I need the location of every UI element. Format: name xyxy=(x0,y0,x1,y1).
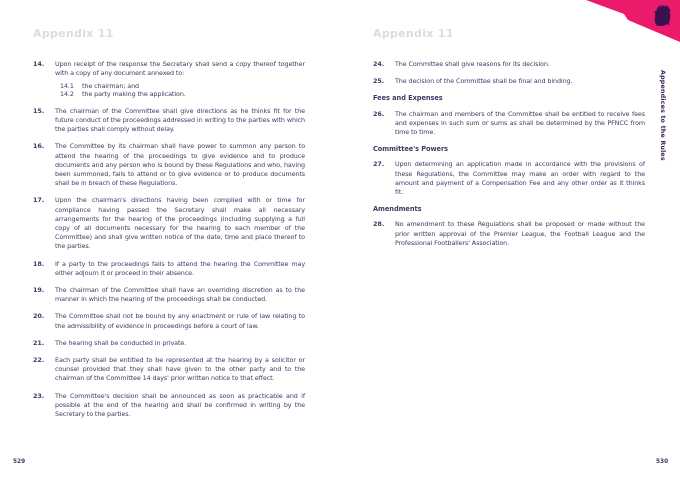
clause-number: 14.1 xyxy=(60,82,74,91)
clause-text: The chairman of the Committee shall have an overriding discretion as to the manner in which the hearing of the proceedings shall be conducted. xyxy=(55,286,305,304)
clause-number: 15. xyxy=(33,106,45,115)
page-title: Appendix 11 xyxy=(373,27,454,40)
clause-text: the chairman; and xyxy=(82,82,139,91)
left-page xyxy=(33,27,305,427)
page-number-right: 530 xyxy=(656,459,669,465)
clause xyxy=(33,107,305,135)
clause-text: Upon receipt of the response the Secretary shall send a copy thereof together with a copy of any document annexed to: xyxy=(55,60,305,78)
clause xyxy=(33,286,305,304)
clause-text: If a party to the proceedings fails to attend the hearing the Committee may either adjourn it or proceed in their absence. xyxy=(55,259,305,277)
clause-text: Upon determining an application made in accordance with the provisions of these Regulations, the Committee may make an order with regard to the amount and payment of a Compensation Fee and any other order as it thinks fit. xyxy=(395,160,645,197)
section-heading: Fees and Expenses xyxy=(373,94,443,103)
clause xyxy=(373,110,645,138)
clause xyxy=(33,60,305,78)
left-page-blocks xyxy=(33,60,305,419)
clause-text: The Committee's decision shall be announced as soon as practicable and if possible at the end of the hearing and shall be confirmed in writing by the Secretary to the parties. xyxy=(55,391,305,419)
clause-text: The Committee by its chairman shall have power to summon any person to attend the hearing of the proceedings to give evidence and to produce documents and any person who is bound by these Regulations and who, having been summoned, fails to attend or to give evidence or to produce documents shall be in breach of these Regulations. xyxy=(55,142,305,188)
clause-text: The chairman of the Committee shall give directions as he thinks fit for the future conduct of the proceedings addressed in writing to the parties with which the parties shall comply without delay. xyxy=(55,106,305,134)
clause-number: 28. xyxy=(373,220,385,229)
clause-number: 14.2 xyxy=(60,89,74,98)
section-heading: Committee's Powers xyxy=(373,145,449,154)
clause-text: The chairman and members of the Committee shall be entitled to receive fees and expenses in such sum or sums as shall be determined by the PFNCC from time to time. xyxy=(395,109,645,137)
premier-league-lion-icon xyxy=(653,4,673,27)
clause-number: 18. xyxy=(33,259,45,268)
clause-number: 24. xyxy=(373,60,385,68)
clause xyxy=(33,142,305,188)
right-page xyxy=(373,27,645,256)
sub-clause xyxy=(60,90,305,99)
clause-number: 26. xyxy=(373,109,385,118)
clause-text: Upon the chairman's directions having been complied with or time for compliance having passed the Secretary shall make all necessary arrangements for the hearing of the proceedings (including supplying a full copy of all documents necessary for the hearing to each member of the Committee) and shall give written notice of the date, time and place thereof to the parties. xyxy=(55,196,305,251)
clause-number: 23. xyxy=(33,391,45,400)
clause-text: The hearing shall be conducted in private. xyxy=(55,338,187,347)
clause xyxy=(373,60,645,69)
clause xyxy=(33,260,305,278)
clause xyxy=(33,312,305,330)
clause xyxy=(373,220,645,248)
clause-number: 16. xyxy=(33,142,45,151)
clause-text: No amendment to these Regulations shall be proposed or made without the prior written approval of the Premier League, the Football League and the Professional Footballers' Association. xyxy=(395,220,645,247)
clause-text: The Committee shall not be bound by any enactment or rule of law relating to the admissibility of evidence in proceedings before a court of law. xyxy=(55,312,305,330)
page-number-left: 529 xyxy=(13,459,26,465)
clause-number: 21. xyxy=(33,338,45,347)
clause-text: the party making the application. xyxy=(82,89,186,98)
clause xyxy=(373,77,645,86)
section-heading: Amendments xyxy=(373,205,422,214)
clause xyxy=(373,160,645,197)
clause xyxy=(33,196,305,251)
clause-text: The Committee shall give reasons for its decision. xyxy=(395,60,550,68)
clause-number: 14. xyxy=(33,60,45,68)
clause-number: 17. xyxy=(33,196,45,205)
clause-number: 27. xyxy=(373,160,385,169)
clause-number: 22. xyxy=(33,356,45,365)
clause xyxy=(33,356,305,384)
clause-number: 19. xyxy=(33,286,45,295)
clause-text: Each party shall be entitled to be represented at the hearing by a solicitor or counsel provided that they shall have given to the other party and to the chairman of the Committee 14 days' prior written notice to that effect. xyxy=(55,356,305,383)
clause-number: 25. xyxy=(373,77,385,86)
clause-text: The decision of the Committee shall be final and binding. xyxy=(395,77,573,86)
right-page-blocks xyxy=(373,60,645,248)
clause xyxy=(33,392,305,420)
clause xyxy=(33,339,305,348)
side-tab-appendices-label: Appendices to the Rules xyxy=(659,70,666,161)
clause-number: 20. xyxy=(33,312,45,321)
page-title: Appendix 11 xyxy=(33,27,114,40)
